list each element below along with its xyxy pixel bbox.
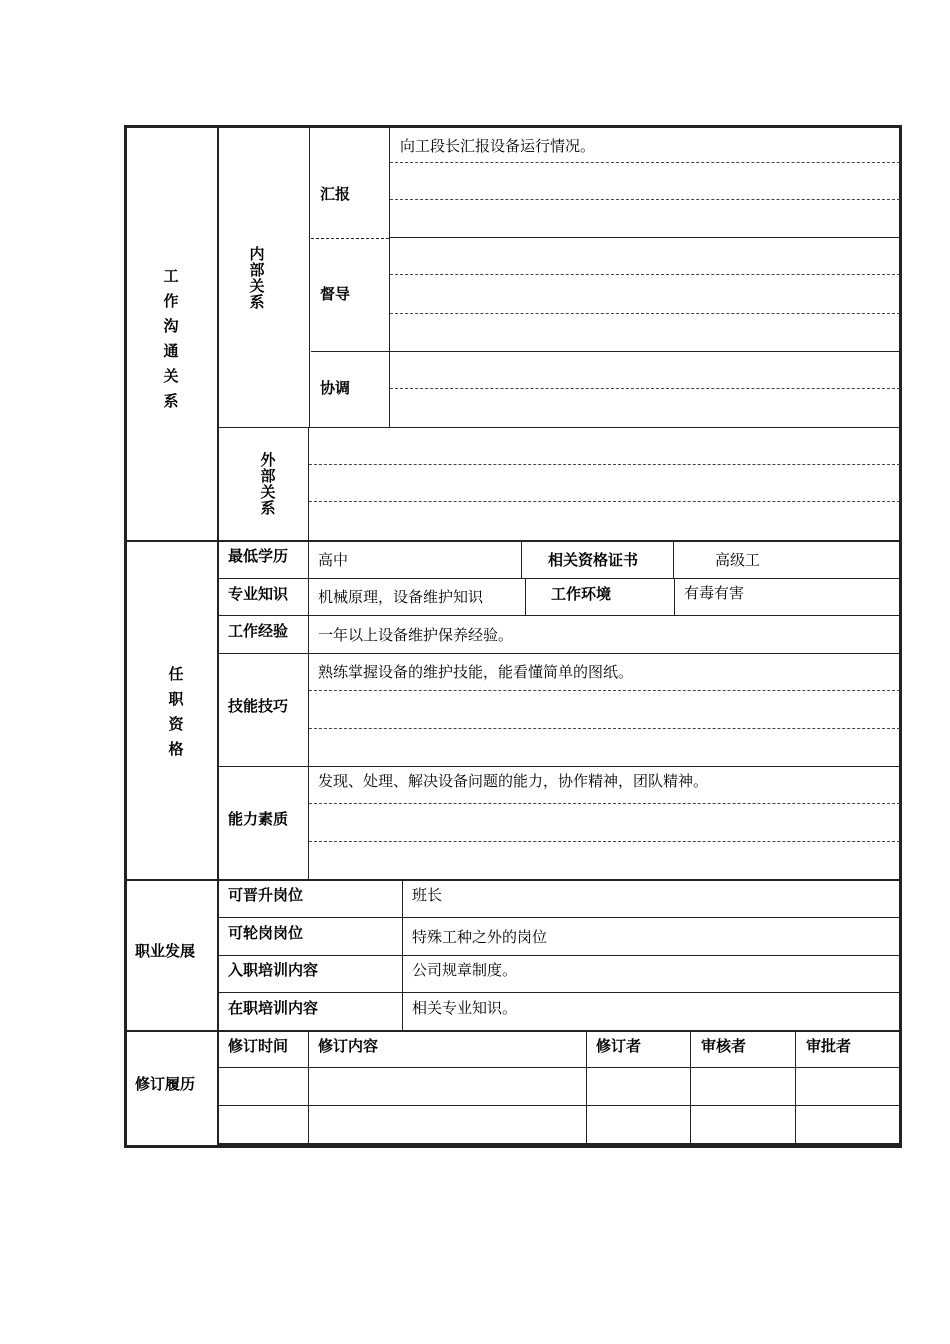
revision-row-2-bottom [219, 1143, 900, 1145]
knowledge-divider-2 [674, 578, 675, 615]
revision-col-divider-2 [586, 1032, 587, 1146]
career-section-label: 职业发展 [135, 942, 196, 960]
ability-dashline-1 [309, 803, 900, 804]
communication-section-label: 工作沟通关系 [163, 267, 179, 410]
revision-row-1-bottom [219, 1105, 900, 1106]
education-label: 最低学历 [228, 547, 289, 565]
report-dashline-2 [390, 199, 900, 200]
knowledge-row-bottom [219, 615, 900, 616]
report-text: 向工段长汇报设备运行情况。 [400, 137, 596, 155]
promotion-value: 班长 [412, 886, 443, 904]
certificate-value: 高级工 [715, 551, 761, 569]
qualification-section-label: 任职资格 [168, 665, 184, 758]
education-row-bottom [219, 578, 900, 579]
revision-header-content: 修订内容 [318, 1037, 379, 1055]
external-divider [308, 427, 309, 540]
knowledge-label: 专业知识 [228, 585, 289, 603]
external-dashline-1 [309, 464, 900, 465]
report-label: 汇报 [320, 185, 351, 203]
coordinate-label: 协调 [320, 379, 351, 397]
education-value: 高中 [318, 551, 349, 569]
skills-label: 技能技巧 [228, 697, 289, 715]
revision-col-divider-4 [795, 1032, 796, 1146]
internal-bottom [219, 427, 900, 428]
section-divider-3 [126, 1030, 900, 1032]
report-dashline-1 [390, 162, 900, 163]
external-dashline-2 [309, 501, 900, 502]
knowledge-divider-1 [525, 578, 526, 615]
rotation-value: 特殊工种之外的岗位 [412, 928, 548, 946]
skills-value: 熟练掌握设备的维护技能，能看懂简单的图纸。 [318, 663, 634, 681]
rotation-label: 可轮岗岗位 [228, 924, 304, 942]
report-row-bottom [389, 237, 900, 238]
experience-row-bottom [219, 653, 900, 654]
ability-label: 能力素质 [228, 810, 289, 828]
promotion-row-bottom [219, 917, 900, 918]
certificate-label: 相关资格证书 [548, 551, 639, 569]
revision-header-bottom [219, 1067, 900, 1068]
revision-header-time: 修订时间 [228, 1037, 289, 1055]
section-divider-2 [126, 879, 900, 881]
promotion-label: 可晋升岗位 [228, 886, 304, 904]
skills-dashline-2 [309, 728, 900, 729]
revision-col-divider-3 [690, 1032, 691, 1146]
environment-value: 有毒有害 [684, 584, 745, 602]
external-relations-label: 外部关系 [260, 451, 276, 517]
onjob-label: 在职培训内容 [228, 999, 319, 1017]
induction-value: 公司规章制度。 [412, 961, 518, 979]
ability-value: 发现、处理、解决设备问题的能力，协作精神，团队精神。 [318, 772, 709, 790]
coordinate-dashline-1 [390, 388, 900, 389]
knowledge-value: 机械原理，设备维护知识 [318, 588, 484, 606]
internal-column-divider [309, 127, 310, 427]
revision-section-label: 修订履历 [135, 1075, 196, 1093]
education-divider-2 [673, 541, 674, 578]
revision-header-reviewer: 审核者 [701, 1037, 747, 1055]
revision-header-reviser: 修订者 [596, 1037, 642, 1055]
onjob-value: 相关专业知识。 [412, 999, 518, 1017]
supervise-dashline-1 [390, 274, 900, 275]
internal-relations-label: 内部关系 [249, 245, 265, 311]
revision-header-approver: 审批者 [806, 1037, 852, 1055]
report-label-divider [311, 238, 389, 239]
environment-label: 工作环境 [551, 585, 612, 603]
rotation-row-bottom [219, 955, 900, 956]
induction-label: 入职培训内容 [228, 961, 319, 979]
skills-dashline-1 [309, 690, 900, 691]
supervise-label: 督导 [320, 285, 351, 303]
supervise-dashline-2 [390, 313, 900, 314]
section-divider-1 [126, 540, 900, 542]
revision-col-divider-1 [308, 1032, 309, 1146]
skills-row-bottom [219, 766, 900, 767]
ability-dashline-2 [309, 841, 900, 842]
induction-row-bottom [219, 992, 900, 993]
supervise-row-bottom [311, 351, 900, 352]
experience-label: 工作经验 [228, 622, 289, 640]
internal-label-divider [389, 127, 390, 427]
experience-value: 一年以上设备维护保养经验。 [318, 626, 514, 644]
qualification-label-divider [308, 541, 309, 879]
education-divider-1 [521, 541, 522, 578]
